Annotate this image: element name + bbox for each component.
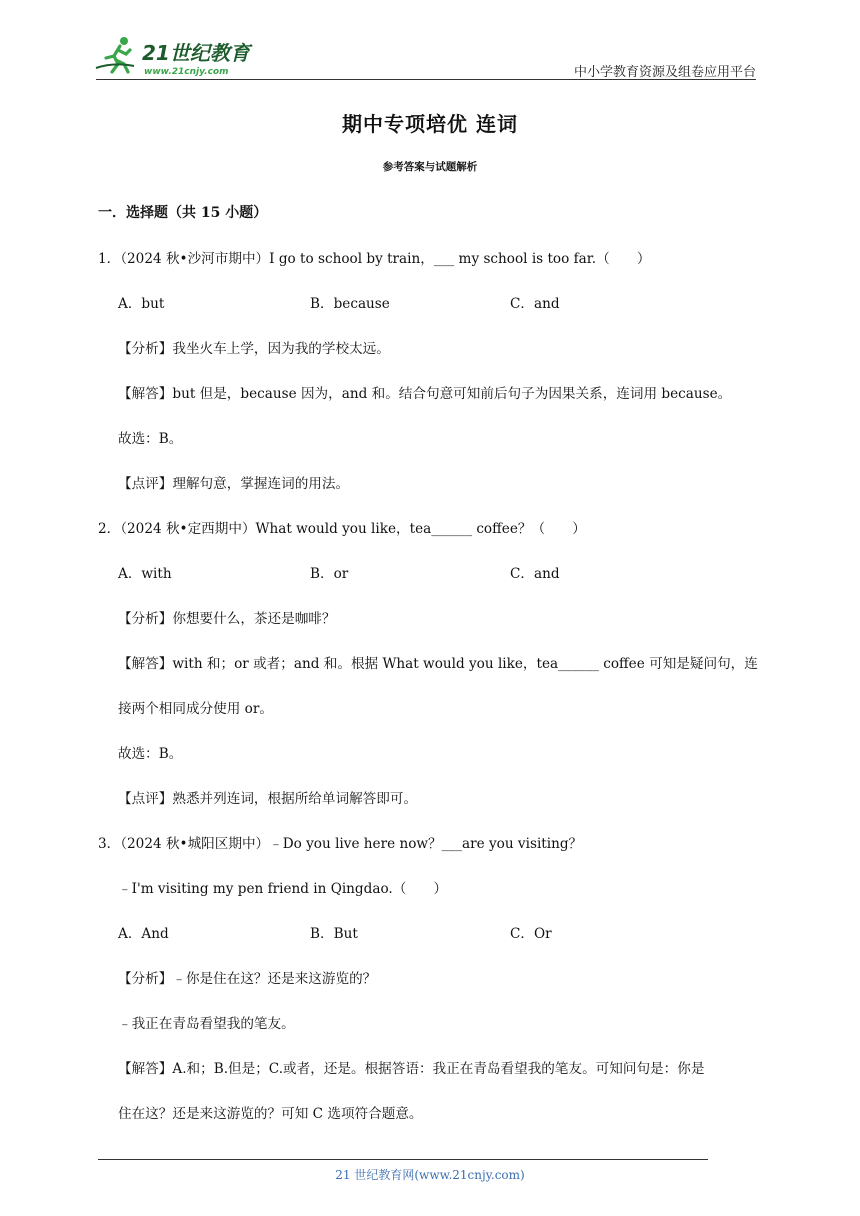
header-divider bbox=[96, 79, 756, 80]
brand-logo bbox=[94, 34, 264, 78]
question-3-stem-line-2: ﹣I'm visiting my pen friend in Qingdao.（ ） bbox=[118, 881, 448, 897]
page-title: 期中专项培优 连词 bbox=[342, 112, 518, 136]
question-2-stem: 2．（2024 秋•定西期中）What would you like，tea______ coffee？（ ） bbox=[98, 521, 586, 537]
question-1-option-b: B．because bbox=[310, 296, 390, 312]
footer-divider bbox=[98, 1159, 708, 1160]
question-3-answer-line-1: 【解答】A.和；B.但是；C.或者，还是。根据答语：我正在青岛看望我的笔友。可知问句是：你是 bbox=[118, 1061, 705, 1077]
logo-text: 21世纪教育 bbox=[142, 41, 250, 65]
question-3-option-c: C．Or bbox=[510, 926, 552, 942]
question-3-answer-line-2: 住在这？还是来这游览的？可知 C 选项符合题意。 bbox=[118, 1106, 423, 1122]
question-3-analysis-line-2: ﹣我正在青岛看望我的笔友。 bbox=[118, 1016, 295, 1032]
footer-link[interactable]: 21 世纪教育网(www.21cnjy.com) bbox=[335, 1168, 525, 1182]
question-1-stem: 1．（2024 秋•沙河市期中）I go to school by train，___ my school is too far.（ ） bbox=[98, 251, 651, 267]
section-heading: 一．选择题（共 15 小题） bbox=[98, 205, 268, 221]
logo-url: www.21cnjy.com bbox=[144, 67, 229, 77]
question-1-comment: 【点评】理解句意，掌握连词的用法。 bbox=[118, 476, 350, 492]
question-2-answer-line-2: 接两个相同成分使用 or。 bbox=[118, 701, 273, 717]
question-1-choice: 故选：B。 bbox=[118, 431, 183, 447]
question-2-analysis: 【分析】你想要什么，茶还是咖啡？ bbox=[118, 611, 336, 627]
question-3-option-b: B．But bbox=[310, 926, 358, 942]
question-2-answer-line-1: 【解答】with 和；or 或者；and 和。根据 What would you like，tea______ coffee 可知是疑问句，连 bbox=[118, 656, 758, 672]
question-1-option-a: A．but bbox=[118, 296, 165, 312]
question-3-stem-line-1: 3．（2024 秋•城阳区期中）﹣Do you live here now？___are you visiting？ bbox=[98, 836, 583, 852]
question-3-analysis-line-1: 【分析】﹣你是住在这？还是来这游览的？ bbox=[118, 971, 377, 987]
question-2-comment: 【点评】熟悉并列连词，根据所给单词解答即可。 bbox=[118, 791, 418, 807]
question-2-choice: 故选：B。 bbox=[118, 746, 183, 762]
page-subtitle: 参考答案与试题解析 bbox=[382, 161, 478, 173]
question-2-option-b: B．or bbox=[310, 566, 349, 582]
question-2-option-a: A．with bbox=[118, 566, 172, 582]
runner-logo-icon bbox=[94, 34, 264, 78]
question-1-analysis: 【分析】我坐火车上学，因为我的学校太远。 bbox=[118, 341, 390, 357]
question-1-option-c: C．and bbox=[510, 296, 560, 312]
question-3-option-a: A．And bbox=[118, 926, 169, 942]
header-platform-text: 中小学教育资源及组卷应用平台 bbox=[573, 65, 756, 80]
question-2-option-c: C．and bbox=[510, 566, 560, 582]
question-1-answer: 【解答】but 但是，because 因为，and 和。结合句意可知前后句子为因果关系，连词用 because。 bbox=[118, 386, 732, 402]
